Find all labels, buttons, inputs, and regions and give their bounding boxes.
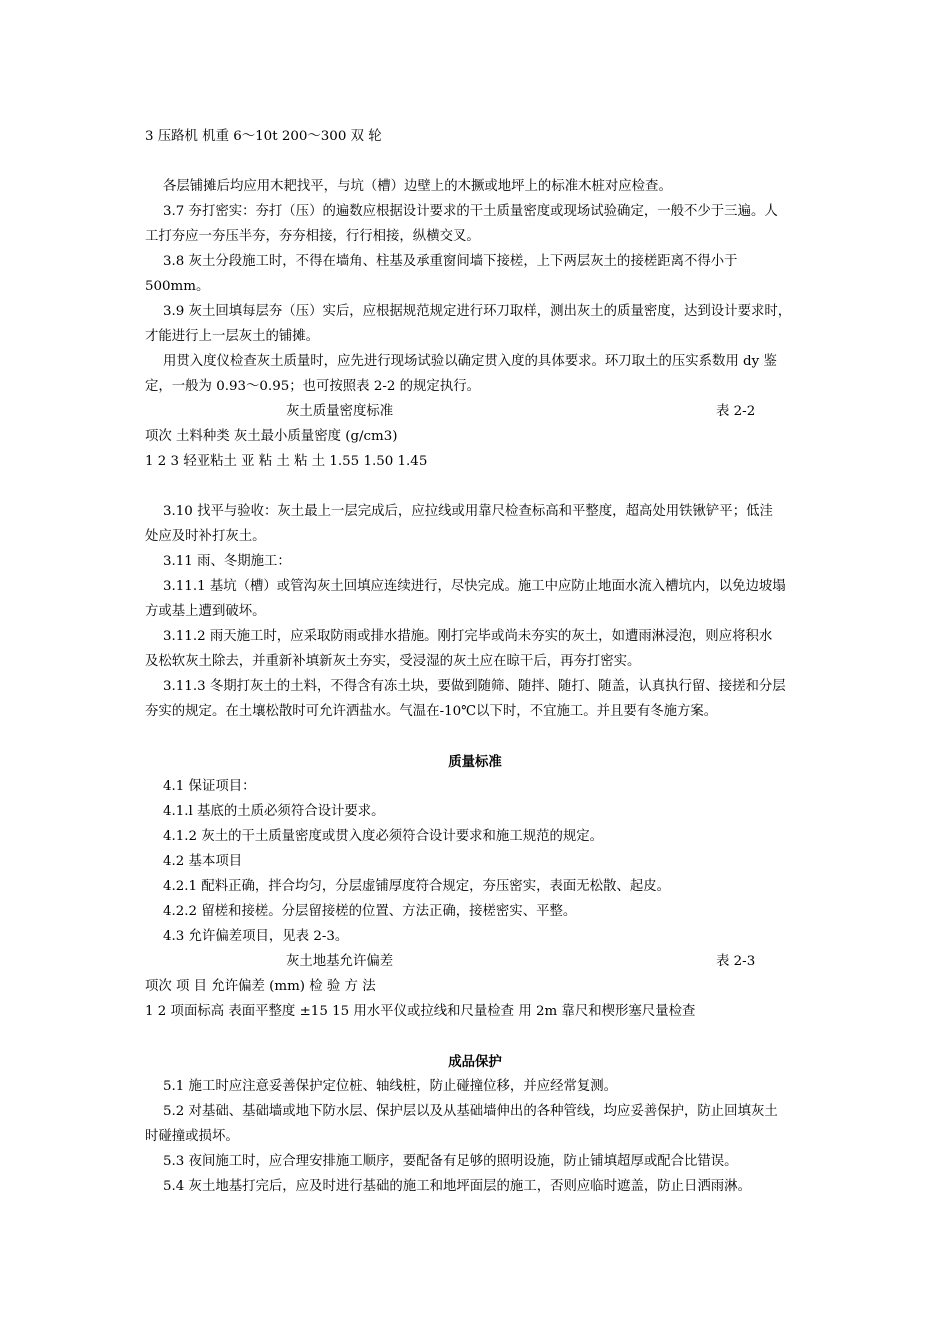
text-line: 方或基上遭到破坏。 xyxy=(145,604,266,619)
text-line: 4.2.1 配料正确，拌合均匀，分层虚铺厚度符合规定，夯压密实，表面无松散、起皮。 xyxy=(163,879,670,894)
table-caption: 灰土地基允许偏差 xyxy=(286,954,394,969)
text-line: 4.3 允许偏差项目，见表 2-3。 xyxy=(163,929,349,944)
table-row: 1 2 项面标高 表面平整度 ±15 15 用水平仪或拉线和尺量检查 用 2m 靠尺和楔形塞尺量检查 xyxy=(145,1004,696,1019)
section-heading: 成品保护 xyxy=(448,1054,502,1070)
text-line: 工打夯应一夯压半夯，夯夯相接，行行相接，纵横交叉。 xyxy=(145,229,480,244)
text-line: 4.2 基本项目 xyxy=(163,854,243,869)
text-line: 5.4 灰土地基打完后，应及时进行基础的施工和地坪面层的施工，否则应临时遮盖，防止日洒雨淋。 xyxy=(163,1179,751,1194)
text-line: 3.11.1 基坑（槽）或管沟灰土回填应连续进行，尽快完成。施工中应防止地面水流入槽坑内，以免边坡塌 xyxy=(163,579,786,594)
text-line: 用贯入度仪检查灰土质量时，应先进行现场试验以确定贯入度的具体要求。环刀取土的压实系数用 dy 鉴 xyxy=(163,354,777,369)
table-caption: 灰土质量密度标准 xyxy=(286,404,394,419)
text-line: 3.11.2 雨天施工时，应采取防雨或排水措施。刚打完毕或尚未夯实的灰土，如遭雨淋浸泡，则应将积水 xyxy=(163,629,773,644)
text-line: 3 压路机 机重 6～10t 200～300 双 轮 xyxy=(145,129,382,144)
text-line: 才能进行上一层灰土的铺摊。 xyxy=(145,329,320,344)
text-line: 时碰撞或损坏。 xyxy=(145,1129,239,1144)
text-line: 4.1.2 灰土的干土质量密度或贯入度必须符合设计要求和施工规范的规定。 xyxy=(163,829,604,844)
text-line: 500mm。 xyxy=(145,279,210,294)
table-header: 项次 土料种类 灰土最小质量密度 (g/cm3) xyxy=(145,429,398,444)
text-line: 3.11.3 冬期打灰土的土料，不得含有冻土块，要做到随筛、随拌、随打、随盖，认真执行留、接搓和分层 xyxy=(163,679,786,694)
text-line: 5.3 夜间施工时，应合理安排施工顺序，要配备有足够的照明设施，防止铺填超厚或配合比错误。 xyxy=(163,1154,738,1169)
text-line: 3.9 灰土回填每层夯（压）实后，应根据规范规定进行环刀取样，测出灰土的质量密度，达到设计要求时， xyxy=(163,304,792,319)
text-line: 4.2.2 留槎和接槎。分层留接槎的位置、方法正确，接槎密实、平整。 xyxy=(163,904,577,919)
text-line: 3.11 雨、冬期施工： xyxy=(163,554,291,569)
text-line: 3.8 灰土分段施工时，不得在墙角、柱基及承重窗间墙下接槎，上下两层灰土的接槎距离不得小于 xyxy=(163,254,738,269)
text-line: 5.1 施工时应注意妥善保护定位桩、轴线桩，防止碰撞位移，并应经常复测。 xyxy=(163,1079,618,1094)
table-header: 项次 项 目 允许偏差 (mm) 检 验 方 法 xyxy=(145,979,376,994)
text-line: 夯实的规定。在土壤松散时可允许洒盐水。气温在-10℃以下时，不宜施工。并且要有冬施方案。 xyxy=(145,704,718,719)
text-line: 处应及时补打灰土。 xyxy=(145,529,266,544)
table-number: 表 2-2 xyxy=(716,404,756,419)
text-line: 定，一般为 0.93～0.95；也可按照表 2-2 的规定执行。 xyxy=(145,379,480,394)
text-line: 3.7 夯打密实：夯打（压）的遍数应根据设计要求的干土质量密度或现场试验确定，一般不少于三遍。人 xyxy=(163,204,778,219)
table-row: 1 2 3 轻亚粘土 亚 粘 土 粘 土 1.55 1.50 1.45 xyxy=(145,454,428,469)
text-line: 4.1.l 基底的土质必须符合设计要求。 xyxy=(163,804,385,819)
text-line: 4.1 保证项目： xyxy=(163,779,256,794)
text-line: 及松软灰土除去，并重新补填新灰土夯实，受浸湿的灰土应在晾干后，再夯打密实。 xyxy=(145,654,641,669)
text-line: 各层铺摊后均应用木耙找平，与坑（槽）边壁上的木撅或地坪上的标准木桩对应检查。 xyxy=(163,179,672,194)
table-number: 表 2-3 xyxy=(716,954,756,969)
text-line: 3.10 找平与验收：灰土最上一层完成后，应拉线或用靠尺检查标高和平整度，超高处用铁锹铲平；低洼 xyxy=(163,504,773,519)
section-heading: 质量标准 xyxy=(448,754,502,770)
text-line: 5.2 对基础、基础墙或地下防水层、保护层以及从基础墙伸出的各种管线，均应妥善保护，防止回填灰土 xyxy=(163,1104,778,1119)
